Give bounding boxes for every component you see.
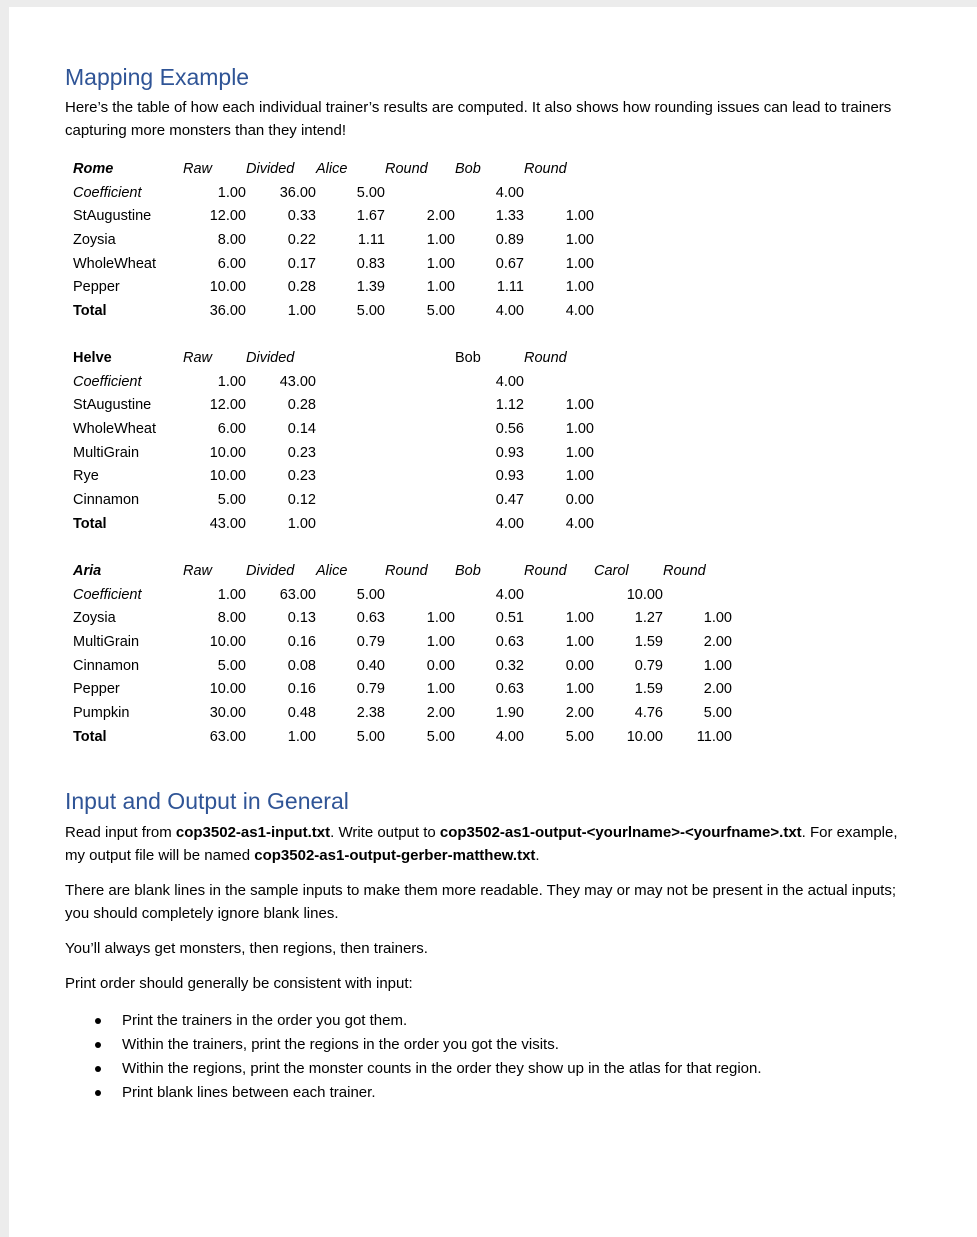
table-cell: 1.00 [565, 208, 594, 225]
table-row [73, 181, 732, 205]
io-paragraph-files [65, 821, 915, 867]
table-cell: 5.00 [356, 728, 385, 745]
list-item-text: Within the regions, print the monster counts in the order they show up in the atlas for that region. [122, 1060, 762, 1077]
table-row-label: Total [73, 302, 107, 319]
table-column-header [594, 157, 663, 181]
table-cell: 1.00 [565, 397, 594, 414]
table-row-label: Coefficient [73, 586, 142, 603]
table-row [73, 417, 732, 441]
table-cell: 0.47 [495, 491, 524, 508]
table-row [73, 464, 732, 488]
table-cell: 0.79 [356, 633, 385, 650]
table-row-label: Rye [73, 468, 99, 485]
table-cell [594, 512, 663, 536]
table-cell: 1.00 [426, 633, 455, 650]
table-cell: 1.00 [565, 681, 594, 698]
table-cell [663, 252, 732, 276]
table-cell: 1.00 [426, 681, 455, 698]
table-row-label: MultiGrain [73, 444, 140, 461]
table-column-header: Round [385, 160, 428, 177]
table-cell: 0.33 [287, 208, 316, 225]
table-cell: 0.93 [495, 468, 524, 485]
table-row [73, 630, 732, 654]
table-cell [663, 228, 732, 252]
table-cell: 2.38 [356, 704, 385, 721]
table-cell: 11.00 [696, 728, 732, 745]
table-row-label: Zoysia [73, 610, 116, 627]
table-cell: 0.67 [495, 255, 524, 272]
table-cell: 1.11 [357, 231, 385, 248]
table-cell: 0.83 [356, 255, 385, 272]
table-header-row [73, 346, 732, 370]
table-column-header: Alice [316, 160, 348, 177]
table-cell: 1.00 [565, 420, 594, 437]
table-region-name: Helve [73, 349, 112, 366]
table-column-header: Raw [183, 160, 213, 177]
table-cell: 1.11 [496, 279, 524, 296]
aria-table [73, 559, 732, 749]
bullet-icon [95, 1090, 101, 1096]
table-cell: 63.00 [209, 728, 246, 745]
table-column-header: Bob [455, 160, 481, 177]
table-cell: 1.00 [287, 728, 316, 745]
table-cell: 0.79 [356, 681, 385, 698]
table-cell: 4.76 [634, 704, 663, 721]
table-cell: 1.00 [565, 610, 594, 627]
table-cell [594, 275, 663, 299]
table-row [73, 275, 732, 299]
table-cell: 0.23 [287, 444, 316, 461]
table-cell: 2.00 [565, 704, 594, 721]
table-cell: 1.00 [565, 255, 594, 272]
table-cell [594, 299, 663, 323]
table-cell [316, 441, 385, 465]
table-cell: 1.33 [495, 208, 524, 225]
table-cell: 6.00 [217, 420, 246, 437]
table-cell: 0.79 [634, 657, 663, 674]
table-row [73, 512, 732, 536]
table-cell: 0.23 [287, 468, 316, 485]
table-region-name: Rome [73, 160, 114, 177]
table-row-label: Zoysia [73, 231, 116, 248]
table-cell: 4.00 [495, 586, 524, 603]
table-row-label: Total [73, 515, 107, 532]
io-paragraph-print-order: Print order should generally be consistent with input: [65, 975, 413, 992]
table-row-label: Cinnamon [73, 491, 140, 508]
table-row [73, 252, 732, 276]
table-cell: 36.00 [209, 302, 246, 319]
table-cell: 1.00 [565, 468, 594, 485]
table-cell: 0.28 [287, 279, 316, 296]
table-cell: 63.00 [279, 586, 316, 603]
table-row [73, 677, 732, 701]
table-cell: 10.00 [209, 468, 246, 485]
table-cell: 0.00 [565, 657, 594, 674]
table-cell: 0.93 [495, 444, 524, 461]
table-row [73, 583, 732, 607]
table-cell: 0.13 [287, 610, 316, 627]
table-cell: 2.00 [703, 633, 732, 650]
table-cell [594, 488, 663, 512]
table-header-row [73, 157, 732, 181]
table-row-label: Pumpkin [73, 704, 130, 721]
table-cell: 0.00 [565, 491, 594, 508]
table-cell: 5.00 [356, 586, 385, 603]
table-cell: 12.00 [209, 208, 246, 225]
table-cell: 0.63 [356, 610, 385, 627]
table-cell [385, 181, 455, 205]
table-cell: 8.00 [217, 231, 246, 248]
io-text-4: . [535, 847, 540, 864]
list-item-text: Print the trainers in the order you got them. [122, 1012, 408, 1029]
table-cell: 4.00 [565, 515, 594, 532]
table-cell: 5.00 [426, 302, 455, 319]
table-cell: 0.89 [495, 231, 524, 248]
table-cell: 0.22 [287, 231, 316, 248]
table-cell [594, 370, 663, 394]
table-cell [594, 441, 663, 465]
table-cell: 0.00 [426, 657, 455, 674]
table-cell: 1.00 [565, 279, 594, 296]
table-region-name: Aria [73, 562, 102, 579]
table-cell: 1.00 [287, 302, 316, 319]
table-cell: 1.67 [356, 208, 385, 225]
table-cell: 2.00 [426, 208, 455, 225]
table-cell: 1.00 [217, 373, 246, 390]
table-cell [594, 181, 663, 205]
table-cell: 5.00 [426, 728, 455, 745]
table-cell: 1.00 [565, 444, 594, 461]
list-item [65, 1009, 762, 1033]
table-row-label: WholeWheat [73, 420, 157, 437]
table-cell [663, 370, 732, 394]
table-row-label: Coefficient [73, 373, 142, 390]
output-filename-pattern: cop3502-as1-output-<yourlname>-<yourfname>.txt [439, 824, 802, 841]
table-cell: 10.00 [209, 279, 246, 296]
io-paragraph-blank-lines: There are blank lines in the sample inputs to make them more readable. They may or may not be present in the actual inputs; you should completely ignore blank lines. [65, 882, 896, 922]
table-cell: 0.40 [356, 657, 385, 674]
table-cell: 10.00 [626, 586, 663, 603]
table-cell: 2.00 [703, 681, 732, 698]
table-cell [524, 370, 594, 394]
table-cell: 0.08 [287, 657, 316, 674]
table-cell: 1.00 [426, 279, 455, 296]
table-row [73, 654, 732, 678]
table-cell: 1.00 [426, 231, 455, 248]
table-cell: 10.00 [209, 633, 246, 650]
table-column-header [663, 346, 732, 370]
table-cell: 0.12 [287, 491, 316, 508]
list-item-text: Print blank lines between each trainer. [122, 1084, 376, 1101]
output-filename-example: cop3502-as1-output-gerber-matthew.txt [254, 847, 536, 864]
list-item [65, 1081, 762, 1105]
table-cell [385, 417, 455, 441]
table-cell: 43.00 [209, 515, 246, 532]
table-column-header [316, 346, 385, 370]
table-cell: 4.00 [495, 373, 524, 390]
table-cell: 1.39 [356, 279, 385, 296]
table-cell: 1.00 [565, 633, 594, 650]
table-column-header: Round [524, 349, 567, 366]
io-text-1: Read input from [65, 824, 176, 841]
table-cell: 0.63 [495, 633, 524, 650]
table-header-row [73, 559, 732, 583]
table-cell: 1.59 [634, 681, 663, 698]
table-column-header: Divided [246, 349, 295, 366]
table-column-header: Divided [246, 562, 295, 579]
table-cell: 1.00 [426, 610, 455, 627]
table-cell: 10.00 [209, 681, 246, 698]
table-cell [594, 252, 663, 276]
table-row [73, 228, 732, 252]
table-cell: 0.17 [287, 255, 316, 272]
table-cell: 4.00 [495, 515, 524, 532]
table-cell [663, 417, 732, 441]
table-cell: 5.00 [217, 491, 246, 508]
table-cell [385, 464, 455, 488]
table-cell: 0.28 [287, 397, 316, 414]
table-cell: 10.00 [626, 728, 663, 745]
table-cell: 0.32 [495, 657, 524, 674]
table-row [73, 370, 732, 394]
table-column-header: Carol [594, 562, 629, 579]
table-cell [663, 275, 732, 299]
table-cell [385, 370, 455, 394]
document-page [9, 7, 977, 1237]
table-cell: 12.00 [209, 397, 246, 414]
io-paragraph-order: You’ll always get monsters, then regions, then trainers. [65, 940, 428, 957]
table-cell [316, 512, 385, 536]
mapping-example-heading: Mapping Example [65, 64, 250, 90]
mapping-intro-paragraph: Here’s the table of how each individual trainer’s results are computed. It also shows how rounding issues can lead to trainers capturing more monsters than they intend! [65, 99, 892, 139]
table-cell [663, 488, 732, 512]
table-cell [316, 488, 385, 512]
rome-table [73, 157, 732, 323]
table-column-header [663, 157, 732, 181]
table-cell: 10.00 [209, 444, 246, 461]
table-row-label: StAugustine [73, 397, 152, 414]
table-cell [385, 393, 455, 417]
table-cell [663, 393, 732, 417]
table-cell [385, 441, 455, 465]
table-cell [385, 512, 455, 536]
table-cell: 5.00 [703, 704, 732, 721]
table-row-label: Total [73, 728, 107, 745]
table-cell: 8.00 [217, 610, 246, 627]
table-column-header: Round [663, 562, 706, 579]
table-row [73, 725, 732, 749]
table-cell: 1.59 [634, 633, 663, 650]
table-cell [594, 228, 663, 252]
list-item-text: Within the trainers, print the regions in the order you got the visits. [122, 1036, 559, 1053]
table-row [73, 441, 732, 465]
table-column-header: Divided [246, 160, 295, 177]
table-cell [594, 417, 663, 441]
table-row-label: MultiGrain [73, 633, 140, 650]
input-output-heading: Input and Output in General [65, 788, 349, 814]
table-cell: 4.00 [565, 302, 594, 319]
table-row [73, 701, 732, 725]
table-cell [316, 417, 385, 441]
list-item [65, 1057, 762, 1081]
table-cell [663, 464, 732, 488]
table-cell: 1.00 [217, 586, 246, 603]
table-cell: 0.48 [287, 704, 316, 721]
table-row [73, 393, 732, 417]
table-cell [594, 464, 663, 488]
table-column-header: Bob [455, 562, 481, 579]
table-cell: 4.00 [495, 184, 524, 201]
table-row [73, 488, 732, 512]
table-cell: 36.00 [279, 184, 316, 201]
table-cell [524, 583, 594, 607]
table-column-header: Round [524, 160, 567, 177]
bullet-icon [95, 1018, 101, 1024]
table-cell: 6.00 [217, 255, 246, 272]
table-row [73, 606, 732, 630]
table-cell: 0.14 [287, 420, 316, 437]
table-cell: 1.00 [703, 657, 732, 674]
table-cell [385, 488, 455, 512]
table-cell: 1.00 [565, 231, 594, 248]
table-cell [385, 583, 455, 607]
helve-table [73, 346, 732, 536]
table-cell: 43.00 [279, 373, 316, 390]
table-cell [663, 441, 732, 465]
table-cell: 0.51 [495, 610, 524, 627]
table-row-label: Coefficient [73, 184, 142, 201]
table-row-label: StAugustine [73, 208, 152, 225]
table-cell [663, 181, 732, 205]
table-row-label: Pepper [73, 279, 120, 296]
list-item [65, 1033, 762, 1057]
table-cell: 0.16 [287, 633, 316, 650]
table-column-header: Bob [455, 349, 481, 366]
table-column-header: Round [385, 562, 428, 579]
table-cell: 5.00 [565, 728, 594, 745]
table-row-label: Pepper [73, 681, 120, 698]
table-cell: 1.12 [495, 397, 524, 414]
bullet-icon [95, 1042, 101, 1048]
table-column-header: Raw [183, 562, 213, 579]
table-cell: 30.00 [209, 704, 246, 721]
table-column-header: Round [524, 562, 567, 579]
table-cell: 0.63 [495, 681, 524, 698]
table-cell [316, 370, 385, 394]
table-row-label: Cinnamon [73, 657, 140, 674]
table-column-header [385, 346, 455, 370]
table-cell [594, 204, 663, 228]
print-order-list [65, 1009, 762, 1105]
table-column-header: Raw [183, 349, 213, 366]
table-cell: 2.00 [426, 704, 455, 721]
table-cell: 4.00 [495, 302, 524, 319]
table-cell: 5.00 [356, 184, 385, 201]
table-cell: 1.27 [634, 610, 663, 627]
table-cell: 5.00 [217, 657, 246, 674]
table-cell: 1.00 [287, 515, 316, 532]
table-cell [316, 464, 385, 488]
io-text-3: . For example, my output file will be named [65, 824, 898, 864]
table-cell: 1.00 [703, 610, 732, 627]
table-row [73, 204, 732, 228]
table-row [73, 299, 732, 323]
input-filename: cop3502-as1-input.txt [175, 824, 331, 841]
table-cell [663, 512, 732, 536]
table-cell [524, 181, 594, 205]
table-cell [663, 583, 732, 607]
table-cell [594, 393, 663, 417]
table-cell [316, 393, 385, 417]
table-cell: 0.56 [495, 420, 524, 437]
table-cell: 0.16 [287, 681, 316, 698]
table-column-header: Alice [316, 562, 348, 579]
table-cell [663, 299, 732, 323]
table-cell: 1.00 [426, 255, 455, 272]
table-cell: 5.00 [356, 302, 385, 319]
table-row-label: WholeWheat [73, 255, 157, 272]
table-cell: 1.00 [217, 184, 246, 201]
table-cell: 1.90 [495, 704, 524, 721]
io-text-2: . Write output to [330, 824, 440, 841]
bullet-icon [95, 1066, 101, 1072]
table-column-header [594, 346, 663, 370]
table-cell [663, 204, 732, 228]
table-cell: 4.00 [495, 728, 524, 745]
